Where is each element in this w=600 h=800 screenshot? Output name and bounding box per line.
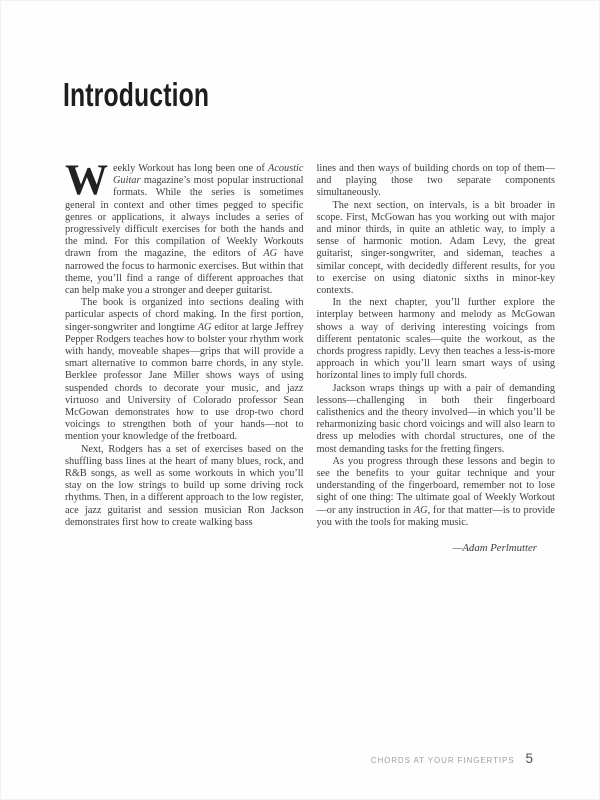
paragraph: In the next chapter, you’ll further explore the interplay between harmony and melody as McGowan shows a way of deriving interesting voicings from different pentatonic scales—quite the workout, as the chords progress rapidly. Levy then teaches a less-is-more approach in which you’ll learn smart ways of using horizontal lines to imply full chords. xyxy=(316,297,555,382)
footer-page-number: 5 xyxy=(525,751,533,766)
footer-book-title: CHORDS AT YOUR FINGERTIPS xyxy=(370,756,515,765)
paragraph: Next, Rodgers has a set of exercises based on the shuffling bass lines at the heart of many blues, rock, and R&B songs, as well as some workouts in which you’ll stay on the low strings to build up some driving rock rhythms. Then, in a different approach to the low register, ace jazz guitarist and session musician Ron Jackson demonstrates first how to create walking bass xyxy=(65,443,304,528)
paragraph: As you progress through these lessons and begin to see the benefits to your guitar technique and your understanding of the fingerboard, remember not to lose sight of one thing: The ultimate goal of Weekly Workout—or any instruction in AG, for that matter—is to provide you with the tools for making music. xyxy=(316,455,555,528)
page-footer xyxy=(371,751,533,766)
paragraph: Jackson wraps things up with a pair of demanding lessons—challenging in both their fingerboard calisthenics and the theory involved—in which you’ll be reharmonizing basic chord voicings and will also learn to dress up melodies with chordal structures, one of the most demanding tasks for the fretting fingers. xyxy=(316,382,555,455)
paragraph: The book is organized into sections dealing with particular aspects of chord making. In the first portion, singer-songwriter and longtime AG editor at large Jeffrey Pepper Rodgers teaches how to bolster your rhythm work with handy, moveable shapes—grips that will provide a smart alternative to common barre chords, in any style. Berklee professor Jane Miller shows ways of using suspended chords to decorate your music, and jazz virtuoso and University of Colorado professor Sean McGowan demonstrates how to use drop-two chord voicings to strengthen both of your hands—not to mention your knowledge of the fretboard. xyxy=(65,297,304,443)
author-signature: —Adam Perlmutter xyxy=(452,542,537,555)
page-title: Introduction xyxy=(63,76,210,113)
text-columns xyxy=(65,157,555,555)
left-column-paragraphs xyxy=(65,157,304,529)
paragraph: Weekly Workout has long been one of Acoustic Guitar magazine’s most popular instructional formats. While the series is sometimes general in context and other times pegged to specific genres or applications, it always includes a series of progressively difficult exercises for both the hands and the mind. For this compilation of Weekly Workouts drawn from the magazine, the editors of AG have narrowed the focus to harmonic exercises. But within that theme, you’ll find a range of different approaches that can help make you a stronger and deeper guitarist. xyxy=(65,157,304,297)
right-column xyxy=(317,163,556,554)
drop-cap: W xyxy=(65,157,108,204)
left-column xyxy=(65,157,304,554)
right-column-paragraphs xyxy=(317,163,556,529)
paragraph: lines and then ways of building chords on top of them—and playing those two separate components simultaneously. xyxy=(316,163,555,199)
paragraph: The next section, on intervals, is a bit broader in scope. First, McGowan has you working out with major and minor thirds, in quite an athletic way, to imply a sense of harmonic motion. Adam Levy, the great guitarist, singer-songwriter, and sideman, teaches a similar concept, with decidedly different results, for you to exercise on using diatonic sixths in minor-key contexts. xyxy=(316,199,555,297)
